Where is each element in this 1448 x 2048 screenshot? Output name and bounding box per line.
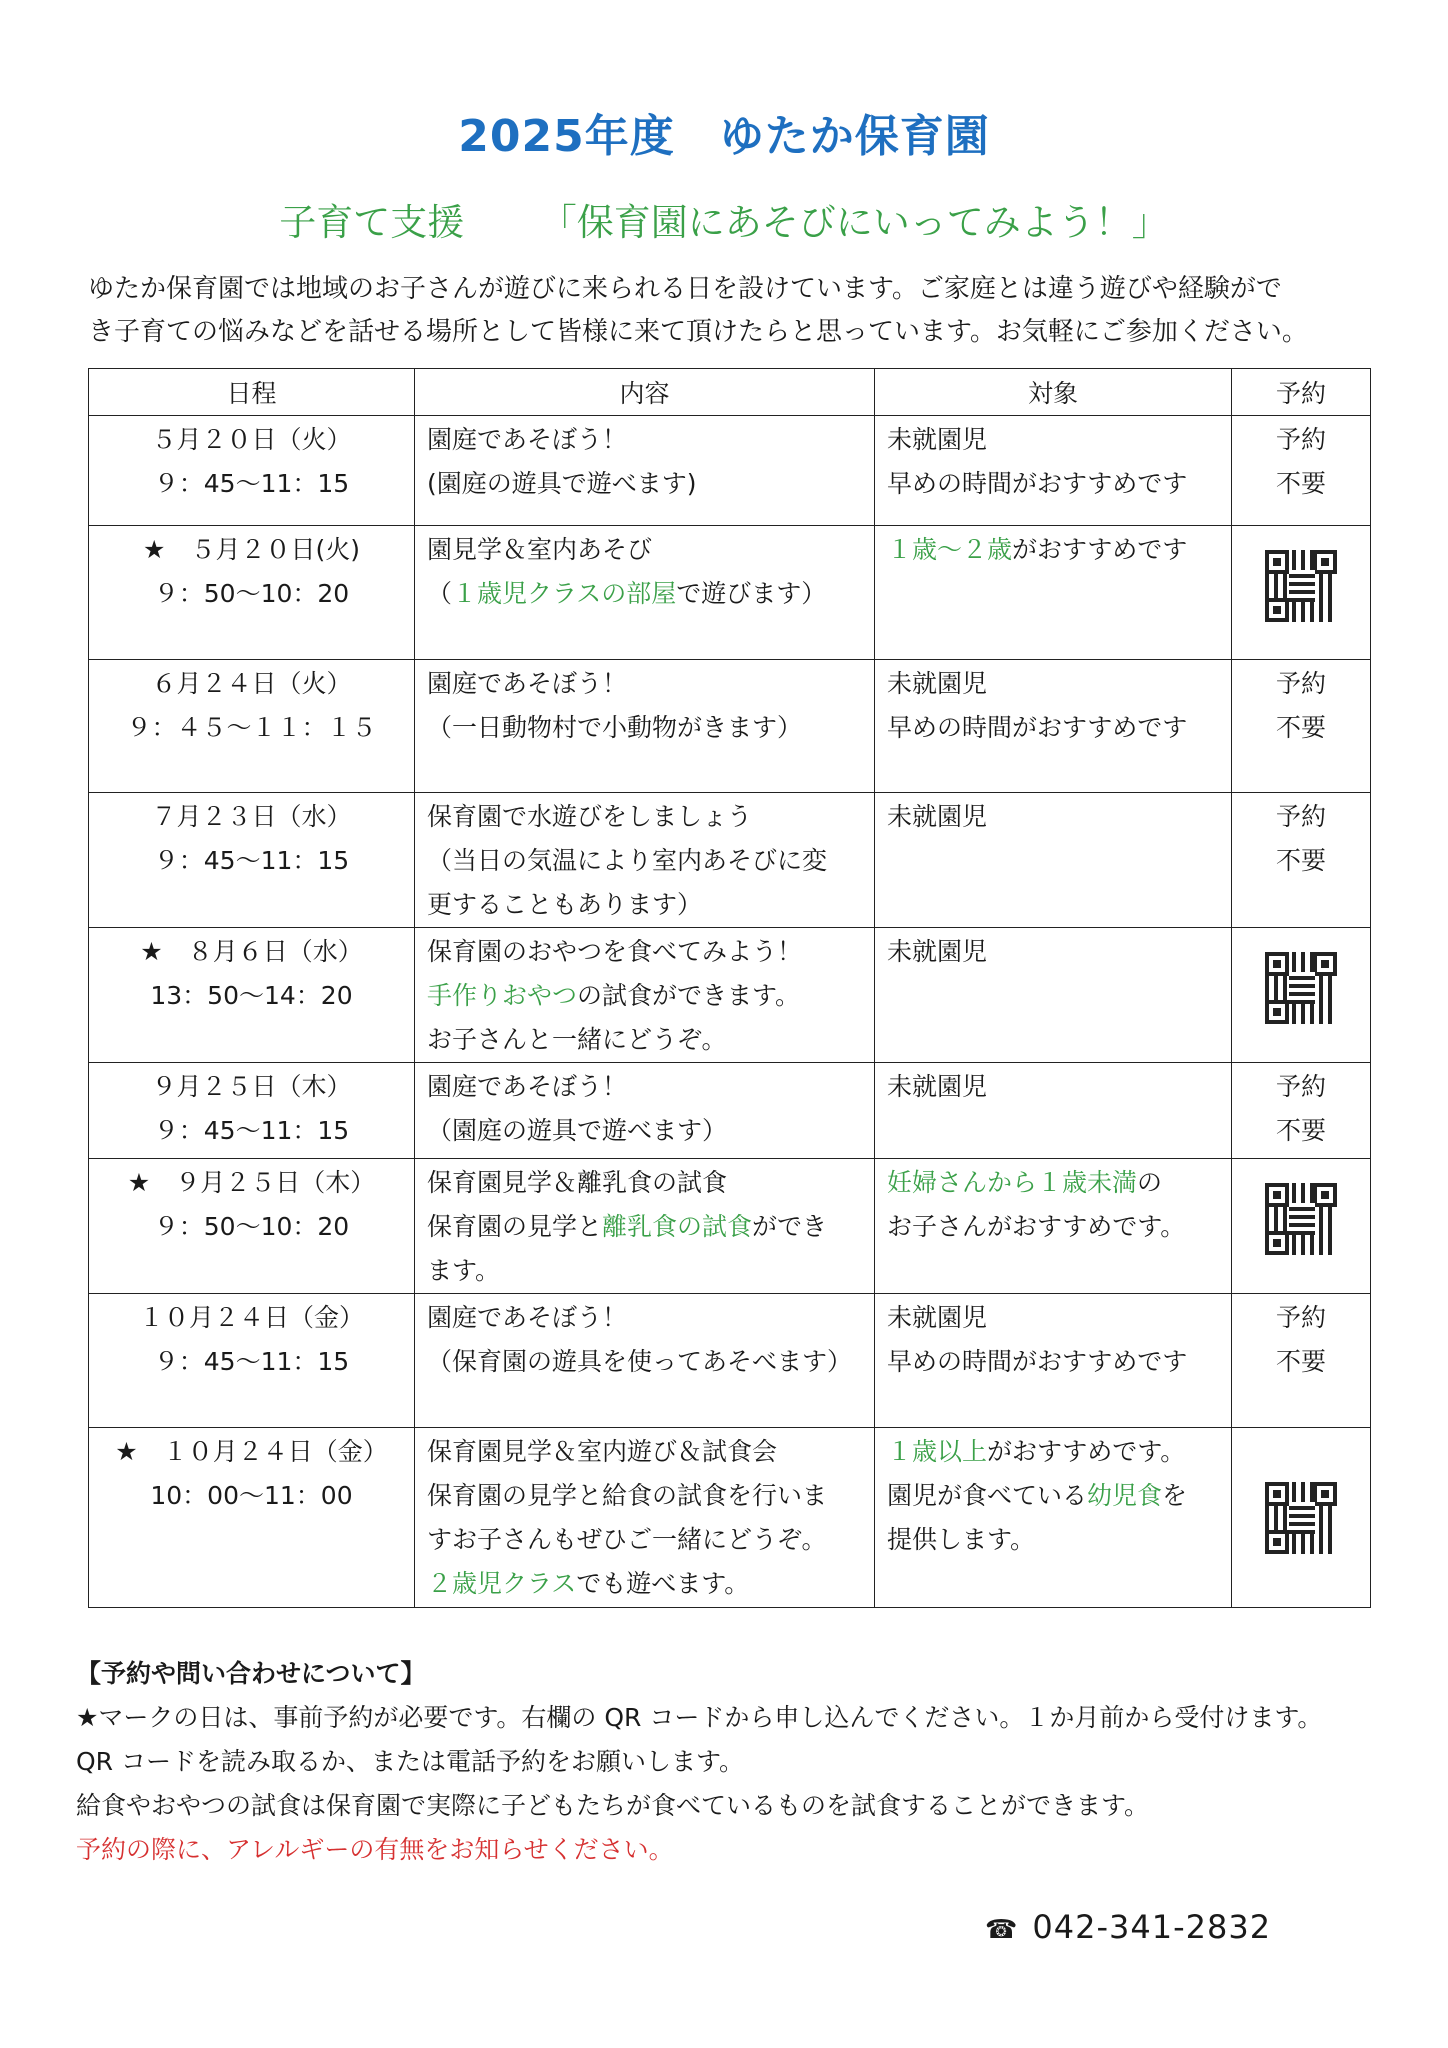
allergy-note: 予約の際に、アレルギーの有無をお知らせください。 [76, 1835, 674, 1864]
table-row: １０月２４日（金） ９：45～11：15 園庭であそぼう！ （保育園の遊具を使ってあそべます） 未就園児 早めの時間がおすすめです 予約 不要 [89, 1294, 1371, 1428]
header-content: 内容 [415, 369, 875, 416]
page-title: 2025年度 ゆたか保育園 [458, 111, 990, 162]
qr-code-icon[interactable] [1265, 1183, 1337, 1255]
table-row: ★ ９月２５日（木） ９：50～10：20 保育園見学＆離乳食の試食 保育園の見学と離乳食の試食ができ ます。 妊婦さんから１歳未満の お子さんがおすすめです。 [89, 1159, 1371, 1294]
table-row: ７月２３日（水） ９：45～11：15 保育園で水遊びをしましょう （当日の気温により室内あそびに変 更することもあります） 未就園児 予約 不要 [89, 793, 1371, 928]
note-line: QR コードを読み取るか、または電話予約をお願いします。 [76, 1747, 744, 1776]
phone-number[interactable]: 042-341-2832 [1032, 1908, 1272, 1946]
reservation-notes [76, 1652, 1376, 1872]
intro-text: ゆたか保育園では地域のお子さんが遊びに来られる日を設けています。ご家庭とは違う遊びや経験がで き子育ての悩みなどを話せる場所として皆様に来て頂けたらと思っています。お気軽にご参加ください。 [88, 274, 1308, 347]
table-row: ★ ５月２０日(火) ９：50～10：20 園見学＆室内あそび （１歳児クラスの部屋で遊びます） １歳～２歳がおすすめです [89, 526, 1371, 660]
header-date: 日程 [89, 369, 415, 416]
subtitle-slogan: 「保育園にあそびにいってみよう！」 [539, 201, 1169, 244]
table-row: ５月２０日（火） ９：45～11：15 園庭であそぼう！ (園庭の遊具で遊べます) 未就園児 早めの時間がおすすめです 予約 不要 [89, 416, 1371, 526]
qr-code-icon[interactable] [1265, 952, 1337, 1024]
table-row: ★ １０月２４日（金） 10：00～11：00 保育園見学＆室内遊び＆試食会 保育園の見学と給食の試食を行いま すお子さんもぜひご一緒にどうぞ。 ２歳児クラスでも遊べます。 １歳以上がおすすめです。 園児が食べている幼児食を 提供します。 [89, 1428, 1371, 1608]
qr-code-icon[interactable] [1265, 1482, 1337, 1554]
header-target: 対象 [875, 369, 1232, 416]
page-subtitle [0, 192, 1448, 246]
table-row: ９月２５日（木） ９：45～11：15 園庭であそぼう！ （園庭の遊具で遊べます） 未就園児 予約 不要 [89, 1063, 1371, 1159]
table-row: ★ ８月６日（水） 13：50～14：20 保育園のおやつを食べてみよう！ 手作りおやつの試食ができます。 お子さんと一緒にどうぞ。 未就園児 [89, 928, 1371, 1063]
table-row: ６月２４日（火） ９：４５～１１：１５ 園庭であそぼう！ （一日動物村で小動物がきます） 未就園児 早めの時間がおすすめです 予約 不要 [89, 660, 1371, 793]
note-line: ★マークの日は、事前予約が必要です。右欄の QR コードから申し込んでください。１か月前から受付けます。 [76, 1703, 1323, 1732]
header-reservation: 予約 [1232, 369, 1371, 416]
qr-code-icon[interactable] [1265, 550, 1337, 622]
schedule-table [88, 368, 1371, 1608]
table-header-row [89, 369, 1371, 416]
subtitle-label: 子育て支援 [279, 201, 465, 244]
contact-phone[interactable] [985, 1908, 1271, 1946]
telephone-icon: ☎ [985, 1915, 1019, 1945]
note-line: 給食やおやつの試食は保育園で実際に子どもたちが食べているものを試食することができます。 [76, 1791, 1150, 1820]
notes-heading: 【予約や問い合わせについて】 [76, 1659, 426, 1688]
